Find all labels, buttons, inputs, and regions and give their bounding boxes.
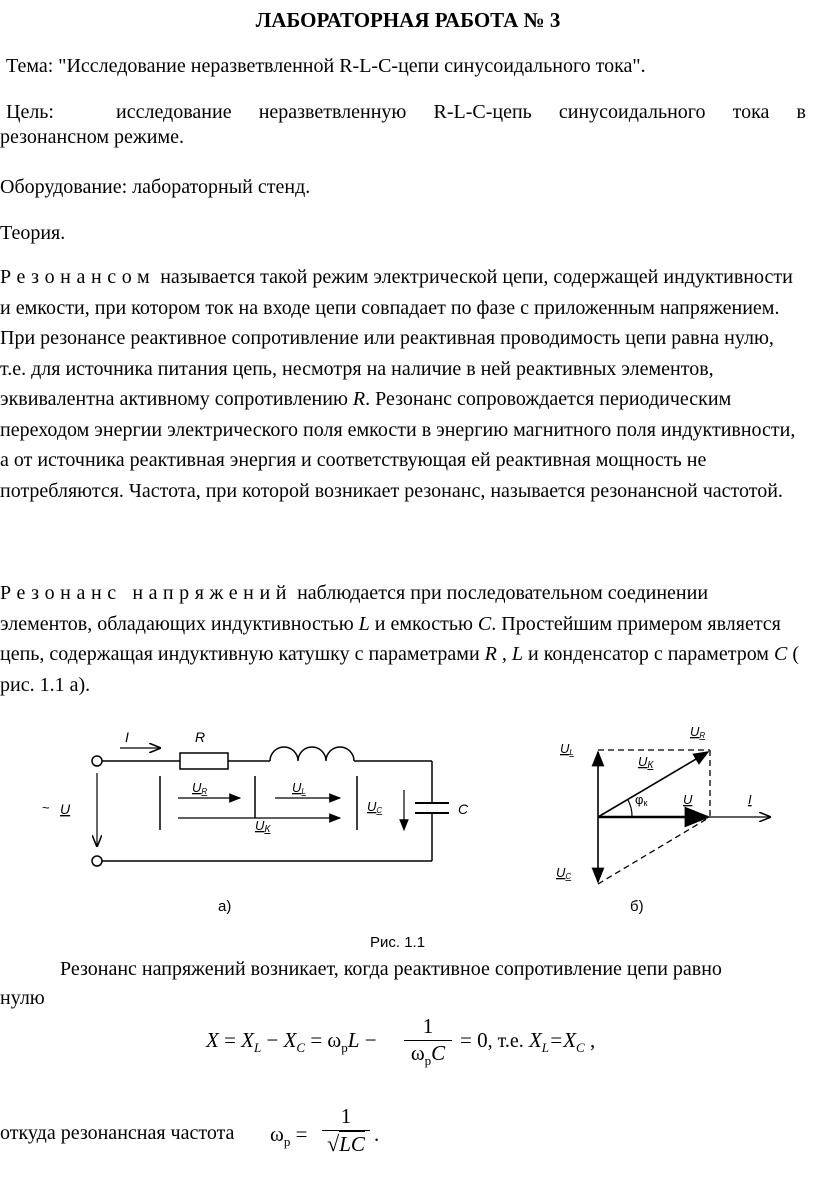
symbol-l: L [511,643,524,665]
goal-label: Цель: [6,101,54,123]
symbol-c: C [773,643,788,665]
paragraph-text: и емкостью [369,612,478,635]
paragraph-text: . Резонанс сопровождается периодическим переходом энергии электрического поля емкости в энергию магнитного поля индуктивности, а от источника реактивная энергия и соответствующая ей реактивная мощность не потребляются. Частота, при которой возникает резонанс, называется резонансной частотой. [0,388,796,502]
formula-reactance: $X = X_L - X_C = \omega_рL$ − 1 $\omega_рC$ = 0, т.е. $X_L=X_C$ , [206,1014,596,1069]
paragraph-voltage-resonance [0,578,800,700]
phasor-diagram [540,722,790,897]
phasor-label-i: I [748,792,752,807]
goal-word: в [796,101,806,123]
symbol-l: L [358,612,370,635]
terminal-top [92,756,102,766]
phasor-label-phi: φк [635,792,648,808]
label-uc: UC [367,799,383,815]
topic-line: Тема: "Исследование неразветвленной R-L-C-цепи синусоидального тока". [6,55,646,77]
figure-label-b: б) [630,898,644,915]
label-ur: UR [192,780,208,796]
paragraph-condition-line2: нулю [0,987,45,1009]
label-i: I [125,729,129,745]
paragraph-text: ( рис. 1.1 а). [0,643,799,696]
terminal-bottom [92,856,102,866]
goal-word: неразветвленную [258,101,407,123]
label-u: U [60,801,71,817]
phasor-label-ur: UR [690,724,706,740]
symbol-r: R [352,388,366,410]
resistor-r [180,753,228,769]
document-title: ЛАБОРАТОРНАЯ РАБОТА № 3 [255,8,561,32]
theory-heading: Теория. [0,222,66,244]
goal-word: исследование [116,101,232,123]
label-r: R [195,729,206,745]
phasor-label-u: U [683,792,693,807]
paragraph-resonance [0,262,800,506]
label-c: C [458,801,469,817]
paragraph-text: . Простейшим примером является цепь, содержащая индуктивную катушку с параметрами [0,612,781,665]
symbol-r: R [484,643,497,665]
term-voltage-resonance: Резонанс напряжений [0,582,293,604]
formula-resonant-frequency: откуда резонансная частота $\omega_р$ = 1 √LC . [0,1104,380,1156]
paragraph-text: , [496,643,512,665]
paragraph-text: называется такой режим электрической цепи, содержащей индуктивности и емкости, при котором ток на входе цепи совпадает по фазе с приложенным напряжением. При резонансе реактивное сопротивление или реактивная проводимость цепи равна нулю, т.е. для источника питания цепь, несмотря на наличие в ней реактивных элементов, эквивалентна активному сопротивлению [0,266,793,410]
goal-word: синусоидального [558,101,706,123]
symbol-c: C [477,612,492,635]
fraction: 1 $\omega_рC$ [404,1014,452,1069]
equipment-line: Оборудование: лабораторный стенд. [0,176,311,198]
label-ul: UL [292,780,306,796]
goal-line-1 [6,101,806,124]
label-tilde: ~ [42,800,50,815]
circuit-diagram [40,718,500,918]
fraction: 1 √LC [322,1104,370,1157]
phasor-label-ul: UL [560,741,574,757]
inductor-l [270,747,354,761]
figure-caption: Рис. 1.1 [370,934,426,951]
goal-line-2: резонансном режиме. [0,126,184,148]
phasor-label-uc: UC [556,865,572,881]
term-resonance: Резонансом [0,266,156,288]
paragraph-text: и конденсатор с параметром [523,643,774,665]
figure-label-a: а) [218,898,232,915]
goal-word: R-L-C-цепь [433,101,532,123]
paragraph-text: наблюдается при последовательном соединении элементов, обладающих индуктивностью [0,582,709,635]
phasor-label-uk: UК [638,754,654,771]
label-uk: UК [255,818,271,835]
goal-word: тока [732,101,770,123]
paragraph-condition-line1: Резонанс напряжений возникает, когда реактивное сопротивление цепи равно [60,958,722,980]
